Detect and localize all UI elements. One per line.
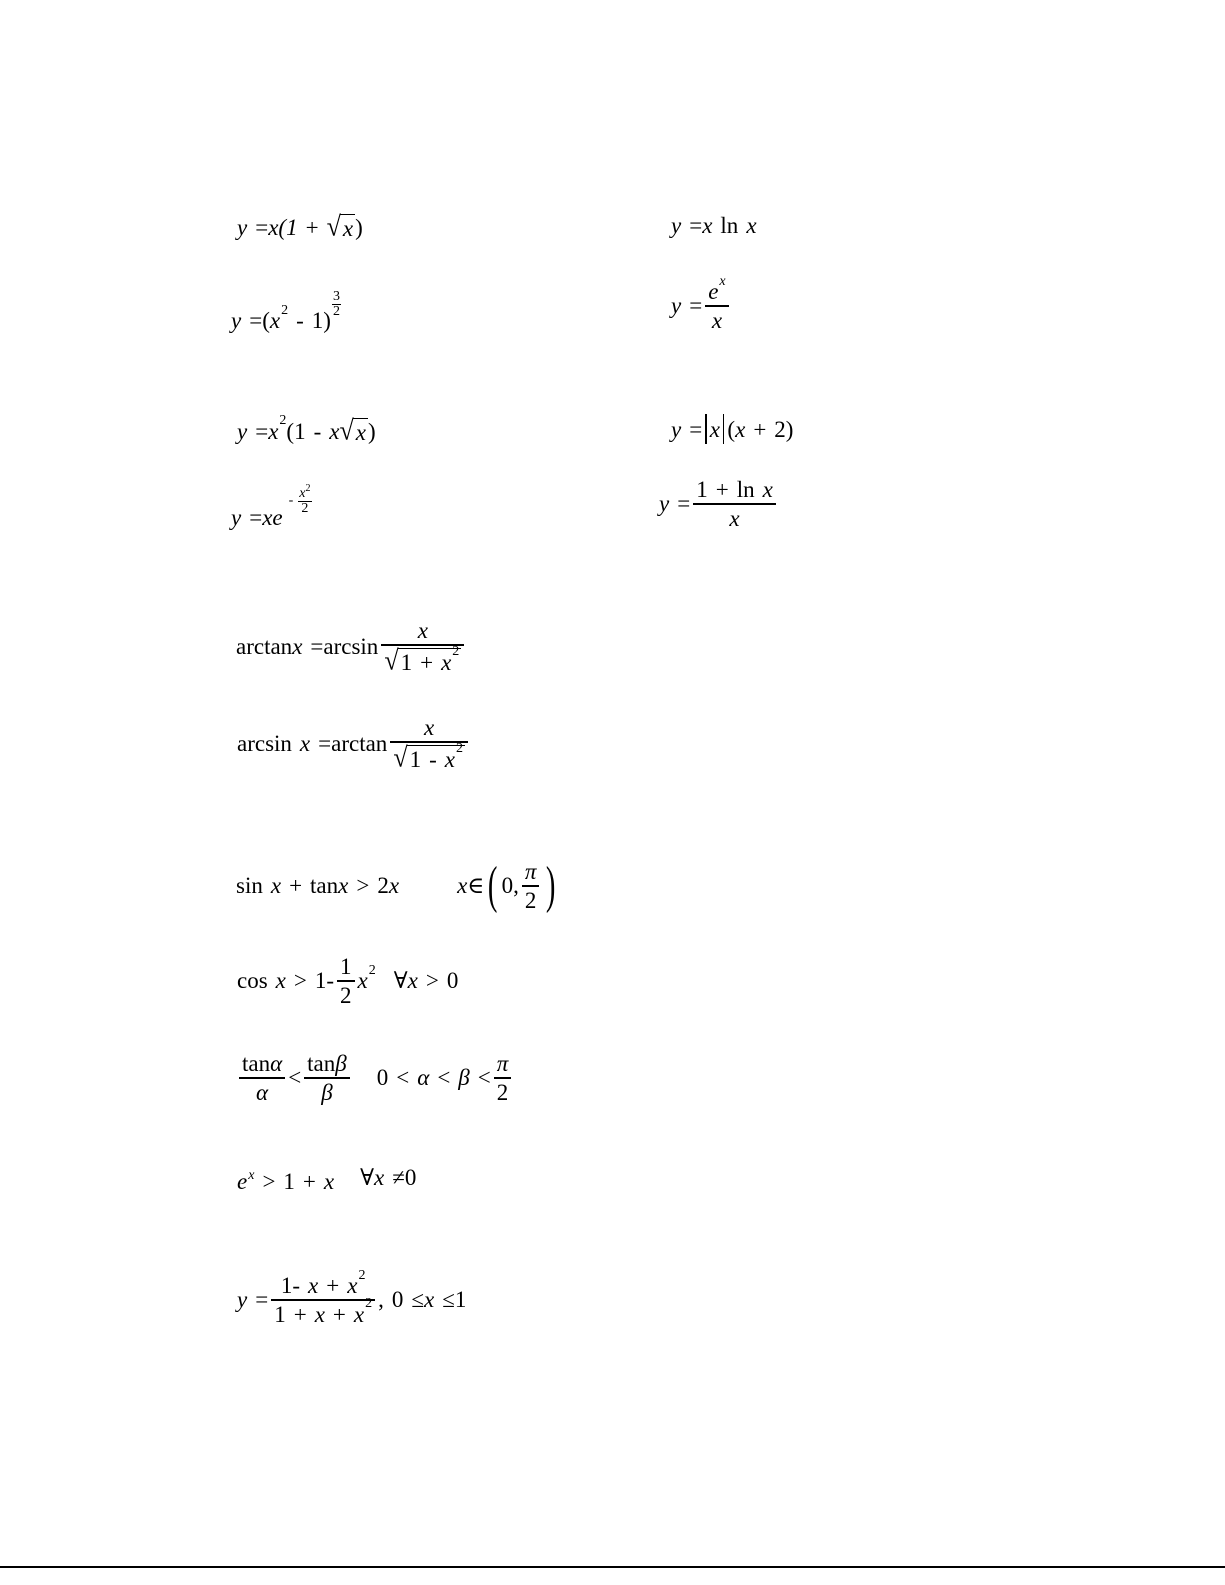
formula-12-cos: cos xyxy=(237,968,268,994)
formula-12-gt2: > xyxy=(425,968,439,994)
formula-14-exp: x xyxy=(248,1167,255,1183)
formula-11-in: ∈ xyxy=(467,873,485,899)
formula-5-eq: = xyxy=(255,418,269,444)
formula-11-zero: 0, xyxy=(501,873,519,899)
formula-4 xyxy=(671,273,732,334)
formula-12-exp: 2 xyxy=(368,962,376,978)
formula-15-nexp: 2 xyxy=(358,1267,366,1283)
formula-10 xyxy=(237,714,471,773)
formula-11-close-paren: ) xyxy=(546,856,556,914)
formula-10-eq: = xyxy=(318,730,332,756)
formula-11-x2: x xyxy=(338,873,349,899)
formula-8-num-plus: + xyxy=(715,477,729,502)
formula-8-den: x xyxy=(729,505,740,531)
formula-6-abs-left xyxy=(705,414,707,444)
formula-4-fraction xyxy=(705,273,728,334)
formula-3-lhs: y xyxy=(231,308,242,333)
formula-5 xyxy=(237,413,376,447)
formula-5-close: ) xyxy=(367,418,376,444)
formula-11-den: 2 xyxy=(524,887,537,913)
formula-9-fn: arctan xyxy=(236,633,293,659)
formula-12-den: 2 xyxy=(340,982,352,1008)
formula-13-lt: < xyxy=(288,1065,302,1091)
formula-11-tan: tan xyxy=(310,873,339,899)
formula-13-alpha: α xyxy=(270,1051,283,1076)
formula-8 xyxy=(659,476,779,532)
formula-15-dplus2: + xyxy=(332,1301,346,1327)
formula-2-ln: ln xyxy=(720,213,739,238)
formula-13-beta2: β xyxy=(458,1065,470,1091)
formula-6-two: 2) xyxy=(774,416,794,442)
formula-11-x3: x xyxy=(388,873,400,899)
formula-7-xe: xe xyxy=(262,505,283,530)
formula-12-x: x xyxy=(275,968,286,994)
formula-3-minus: - xyxy=(296,308,304,333)
formula-12-minus: - xyxy=(326,968,335,994)
formula-14-x2: x xyxy=(374,1165,385,1190)
formula-4-exp: x xyxy=(719,273,726,289)
formula-9-fn2: arcsin xyxy=(323,633,379,659)
formula-13-den3: 2 xyxy=(496,1079,509,1105)
formula-5-radicand: x xyxy=(353,418,368,444)
formula-7-power-den: 2 xyxy=(301,501,309,516)
formula-12-num: 1 xyxy=(340,954,352,979)
formula-12-fraction xyxy=(337,953,355,1009)
formula-9 xyxy=(236,617,467,676)
formula-11-two: 2 xyxy=(377,873,389,899)
formula-8-num-one: 1 xyxy=(696,477,708,502)
formula-13-zero: 0 xyxy=(376,1065,389,1091)
formula-13-fraction-1 xyxy=(239,1050,285,1106)
formula-9-eq: = xyxy=(310,633,324,659)
formula-11-open-paren: ( xyxy=(488,856,498,914)
formula-15-comma: , xyxy=(378,1287,384,1313)
formula-3-eq: = xyxy=(249,308,263,333)
formula-6-x: x xyxy=(709,416,720,442)
formula-3-power-num: 3 xyxy=(332,289,340,304)
formula-3 xyxy=(231,285,341,332)
formula-11-gt: > xyxy=(356,873,370,899)
formula-10-x: x xyxy=(299,730,311,756)
formula-15-n1: 1 xyxy=(280,1273,293,1298)
formula-6-lhs: y xyxy=(671,416,682,442)
formula-4-e: e xyxy=(708,279,719,304)
formula-3-exp: 2 xyxy=(281,302,289,318)
formula-7-neg: - xyxy=(288,492,294,508)
formula-15-zero: 0 xyxy=(391,1287,404,1313)
formula-15-eq: = xyxy=(255,1287,269,1313)
formula-5-sqrt: √ x xyxy=(339,414,366,447)
formula-2-eq: = xyxy=(689,213,703,238)
formula-9-x2: x xyxy=(441,649,452,675)
formula-13-fraction-2 xyxy=(304,1050,350,1106)
formula-5-mid: (1 xyxy=(286,418,306,444)
formula-15-d1: 1 xyxy=(274,1301,286,1327)
formula-8-lhs: y xyxy=(659,491,670,517)
formula-15-fraction xyxy=(271,1267,375,1328)
formula-11 xyxy=(236,858,560,914)
formula-9-plus: + xyxy=(420,649,434,675)
formula-10-minus: - xyxy=(429,746,437,772)
formula-2-lhs: y xyxy=(671,213,682,238)
formula-9-one: 1 xyxy=(400,649,413,675)
formula-13-fraction-3 xyxy=(494,1050,512,1106)
formula-12-forall: ∀ xyxy=(393,968,408,994)
formula-5-exp: 2 xyxy=(279,413,287,428)
formula-15-dx2: x xyxy=(353,1301,365,1327)
formula-1-term: x(1 xyxy=(268,214,298,240)
formula-7-power-frac xyxy=(298,483,311,516)
formula-12-gt: > xyxy=(293,968,307,994)
formula-14-zero: 0 xyxy=(404,1165,417,1190)
formula-1-radicand: x xyxy=(340,214,355,240)
formula-7-power-num: x xyxy=(299,486,306,501)
formula-11-pi: π xyxy=(524,859,537,884)
formula-13-lt2: < xyxy=(437,1065,451,1091)
formula-9-exp: 2 xyxy=(452,644,460,659)
formula-13-tan1: tan xyxy=(242,1051,271,1076)
formula-1-close: ) xyxy=(355,214,363,240)
formula-1-eq: = xyxy=(255,214,269,240)
formula-8-num-x: x xyxy=(762,477,773,502)
formula-4-eq: = xyxy=(689,293,703,319)
formula-15-nx2: x xyxy=(347,1273,358,1298)
formula-11-sin: sin xyxy=(236,873,263,899)
formula-8-eq: = xyxy=(677,491,691,517)
formula-11-xin: x xyxy=(457,873,468,899)
formula-10-exp: 2 xyxy=(455,741,463,756)
formula-3-x: x xyxy=(269,308,281,333)
formula-6-plus: + xyxy=(753,416,767,442)
formula-15-dx: x xyxy=(314,1301,325,1327)
formula-6-abs-right xyxy=(723,414,725,444)
formula-3-one: 1) xyxy=(311,308,331,333)
formula-10-sqrt: √ 1 - x 2 xyxy=(393,741,463,773)
formula-15-le: ≤ xyxy=(411,1287,424,1313)
formula-14-x: x xyxy=(323,1169,335,1194)
formula-5-x2: x xyxy=(329,418,340,444)
formula-12-x2: x xyxy=(357,968,368,994)
formula-13-lt3: < xyxy=(477,1065,491,1091)
formula-12-one: 1 xyxy=(314,968,327,994)
formula-14-e: e xyxy=(237,1169,248,1194)
formula-10-fraction xyxy=(390,714,468,773)
formula-1-plus: + xyxy=(305,214,319,240)
formula-14 xyxy=(237,1162,416,1193)
formula-15-one: 1 xyxy=(454,1287,467,1313)
formula-15-x: x xyxy=(423,1287,435,1313)
formula-15-nx: x xyxy=(308,1273,319,1298)
formula-15-le2: ≤ xyxy=(442,1287,455,1313)
formula-7-power-num-exp: 2 xyxy=(305,483,311,494)
formula-4-den: x xyxy=(711,307,723,333)
formula-5-x: x xyxy=(268,418,279,444)
formula-2 xyxy=(671,214,757,237)
formula-1-sqrt: √ x xyxy=(326,210,354,243)
formula-5-lhs: y xyxy=(237,418,248,444)
formula-10-one: 1 xyxy=(409,746,422,772)
formula-3-power-den: 2 xyxy=(332,304,340,319)
formula-14-plus: + xyxy=(302,1169,316,1194)
formula-10-num: x xyxy=(424,715,435,740)
formula-1-lhs: y xyxy=(237,214,248,240)
formula-15 xyxy=(237,1267,467,1328)
formula-14-one: 1 xyxy=(283,1169,295,1194)
formula-9-fraction xyxy=(381,617,464,676)
formula-13 xyxy=(236,1050,514,1106)
formula-5-minus: - xyxy=(313,418,322,444)
formula-8-fraction xyxy=(693,476,776,532)
formula-8-num-ln: ln xyxy=(736,477,755,502)
formula-15-dplus: + xyxy=(293,1301,307,1327)
formula-7 xyxy=(231,478,312,529)
formula-12-zero: 0 xyxy=(446,968,459,994)
bottom-rule xyxy=(0,1566,1225,1568)
formula-13-lt1: < xyxy=(396,1065,410,1091)
formula-7-lhs: y xyxy=(231,505,242,530)
formula-11-plus: + xyxy=(289,873,303,899)
formula-15-dexp: 2 xyxy=(365,1296,373,1311)
formula-6-x2: x xyxy=(735,416,746,442)
formula-13-beta: β xyxy=(335,1051,347,1076)
formula-15-lhs: y xyxy=(237,1287,248,1313)
formula-13-pi: π xyxy=(496,1051,509,1076)
formula-14-ne: ≠ xyxy=(392,1165,405,1190)
formula-12-x3: x xyxy=(407,968,418,994)
formula-10-fn: arcsin xyxy=(237,730,292,756)
formula-3-open: ( xyxy=(262,308,270,333)
formula-14-gt: > xyxy=(262,1169,276,1194)
formula-6-eq: = xyxy=(689,416,703,442)
formula-15-nminus: - xyxy=(292,1273,301,1298)
formula-14-forall: ∀ xyxy=(360,1165,375,1190)
formula-1 xyxy=(237,210,363,243)
formula-13-alpha2: α xyxy=(417,1065,430,1091)
formula-4-lhs: y xyxy=(671,293,682,319)
formula-3-power-frac xyxy=(332,290,341,319)
formula-2-x2: x xyxy=(746,213,757,238)
formula-13-tan2: tan xyxy=(307,1051,336,1076)
formula-9-sqrt: √ 1 + x 2 xyxy=(384,644,460,676)
formula-11-fraction xyxy=(522,858,540,914)
formula-11-x: x xyxy=(270,873,282,899)
formula-12 xyxy=(237,953,458,1009)
formula-13-den1: α xyxy=(256,1079,269,1105)
formula-15-nplus: + xyxy=(326,1273,340,1298)
formula-9-num: x xyxy=(417,618,428,643)
formula-2-x: x xyxy=(702,213,713,238)
formula-6-open: ( xyxy=(727,416,736,442)
formula-13-den2: β xyxy=(321,1079,333,1105)
formula-10-x2: x xyxy=(444,746,455,772)
formula-7-eq: = xyxy=(249,505,263,530)
formula-10-fn2: arctan xyxy=(331,730,388,756)
formula-6 xyxy=(671,414,793,444)
formula-9-x: x xyxy=(292,633,303,659)
